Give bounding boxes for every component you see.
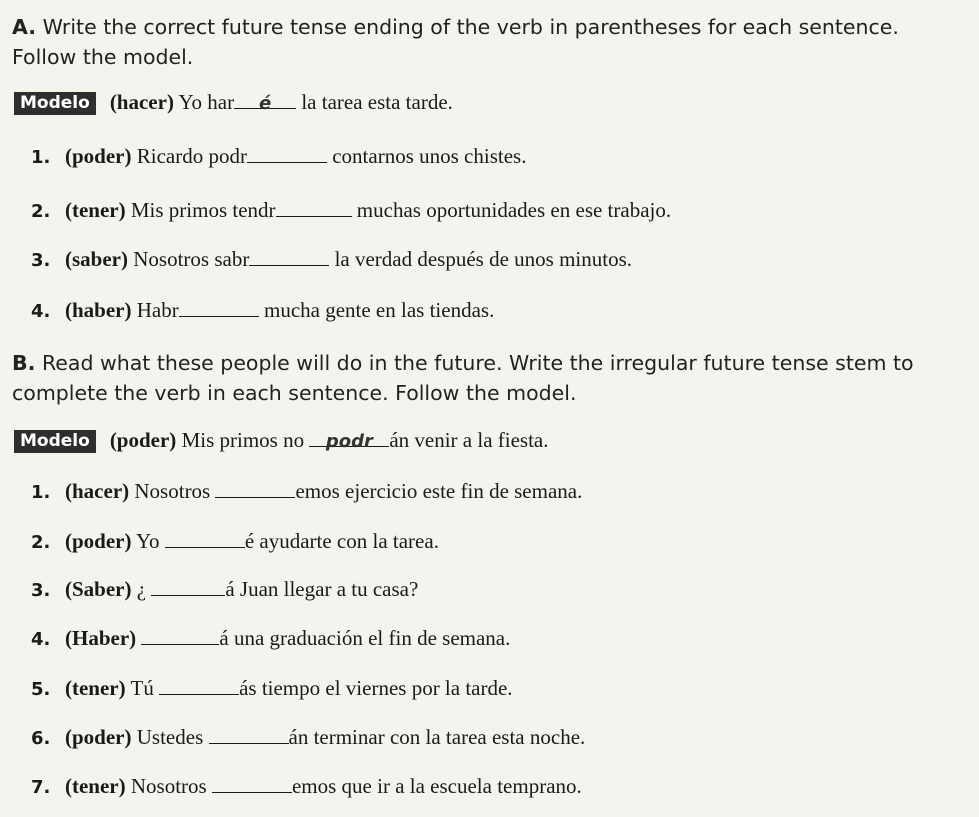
section-a-letter: A. <box>12 15 37 39</box>
item-text-after: muchas oportunidades en ese trabajo. <box>356 198 672 222</box>
item-number: 1. <box>31 482 51 503</box>
answer-blank[interactable] <box>247 144 327 163</box>
item-number: 2. <box>31 201 51 222</box>
section-a-instructions-text: Write the correct future tense ending of the verb in parentheses for each sentence. Follow the model. <box>12 15 899 69</box>
model-text-before: Mis primos no <box>181 428 305 452</box>
item-number: 4. <box>31 301 51 322</box>
item-verb: (poder) <box>65 529 132 553</box>
item-text-before: Tú <box>130 676 154 700</box>
item-row <box>31 479 582 504</box>
model-row-a <box>14 90 453 115</box>
model-answer: é <box>258 93 272 114</box>
item-row <box>31 247 632 272</box>
model-text-after: la tarea esta tarde. <box>301 90 453 114</box>
section-a-instructions <box>12 12 967 72</box>
section-b-letter: B. <box>12 351 36 375</box>
item-text-after: á una graduación el fin de semana. <box>219 626 511 650</box>
item-row <box>31 298 494 323</box>
model-text-after: án venir a la fiesta. <box>389 428 549 452</box>
item-verb: (haber) <box>65 298 132 322</box>
model-verb: (hacer) <box>109 90 174 114</box>
item-row <box>31 774 582 799</box>
item-text-before: Nosotros <box>130 774 207 798</box>
item-text-after: emos que ir a la escuela temprano. <box>291 774 582 798</box>
answer-blank[interactable] <box>276 198 352 217</box>
item-verb: (poder) <box>65 144 132 168</box>
item-text-after: ás tiempo el viernes por la tarde. <box>239 676 513 700</box>
item-text-before: Yo <box>135 529 160 553</box>
item-text-after: án terminar con la tarea esta noche. <box>288 725 586 749</box>
answer-blank[interactable] <box>165 529 245 548</box>
answer-blank[interactable] <box>209 725 289 744</box>
item-verb: (tener) <box>65 774 126 798</box>
model-answer: podr <box>325 431 373 452</box>
item-text-before: Ricardo podr <box>136 144 247 168</box>
section-b-instructions <box>12 348 967 408</box>
item-verb: (saber) <box>65 247 128 271</box>
answer-blank[interactable] <box>249 247 329 266</box>
item-row <box>31 676 513 701</box>
item-text-after: emos ejercicio este fin de semana. <box>295 479 583 503</box>
answer-blank[interactable] <box>159 676 239 695</box>
item-row <box>31 198 671 223</box>
item-number: 3. <box>31 250 51 271</box>
item-text-before: Ustedes <box>136 725 204 749</box>
item-text-before: Nosotros sabr <box>133 247 250 271</box>
model-row-b <box>14 428 549 453</box>
item-number: 2. <box>31 532 51 553</box>
section-b-instructions-text: Read what these people will do in the future. Write the irregular future tense stem to complete the verb in each sentence. Follow the model. <box>12 351 914 405</box>
model-answer-blank <box>309 428 389 452</box>
answer-blank[interactable] <box>212 774 292 793</box>
item-number: 7. <box>31 777 51 798</box>
answer-blank[interactable] <box>141 626 219 645</box>
item-text-after: contarnos unos chistes. <box>332 144 527 168</box>
item-text-before: Habr <box>136 298 179 322</box>
item-verb: (poder) <box>65 725 132 749</box>
item-row <box>31 144 526 169</box>
item-text-after: mucha gente en las tiendas. <box>263 298 495 322</box>
model-answer-blank <box>234 90 296 114</box>
item-number: 4. <box>31 629 51 650</box>
answer-blank[interactable] <box>215 479 295 498</box>
answer-blank[interactable] <box>179 298 259 317</box>
item-verb: (tener) <box>65 676 126 700</box>
item-text-before: ¿ <box>136 577 147 601</box>
item-verb: (hacer) <box>65 479 130 503</box>
item-row <box>31 626 510 651</box>
model-text-before: Yo har <box>178 90 235 114</box>
item-text-before: Nosotros <box>134 479 211 503</box>
item-number: 5. <box>31 679 51 700</box>
item-text-after: é ayudarte con la tarea. <box>244 529 439 553</box>
model-verb: (poder) <box>109 428 177 452</box>
item-row <box>31 577 418 602</box>
modelo-badge: Modelo <box>14 92 96 115</box>
item-verb: (tener) <box>65 198 126 222</box>
item-text-before: Mis primos tendr <box>130 198 276 222</box>
item-row <box>31 529 439 554</box>
item-number: 6. <box>31 728 51 749</box>
answer-blank[interactable] <box>151 577 225 596</box>
item-number: 1. <box>31 147 51 168</box>
item-number: 3. <box>31 580 51 601</box>
item-row <box>31 725 585 750</box>
item-verb: (Haber) <box>65 626 137 650</box>
item-text-after: á Juan llegar a tu casa? <box>225 577 419 601</box>
item-text-after: la verdad después de unos minutos. <box>334 247 633 271</box>
modelo-badge: Modelo <box>14 430 96 453</box>
item-verb: (Saber) <box>65 577 132 601</box>
